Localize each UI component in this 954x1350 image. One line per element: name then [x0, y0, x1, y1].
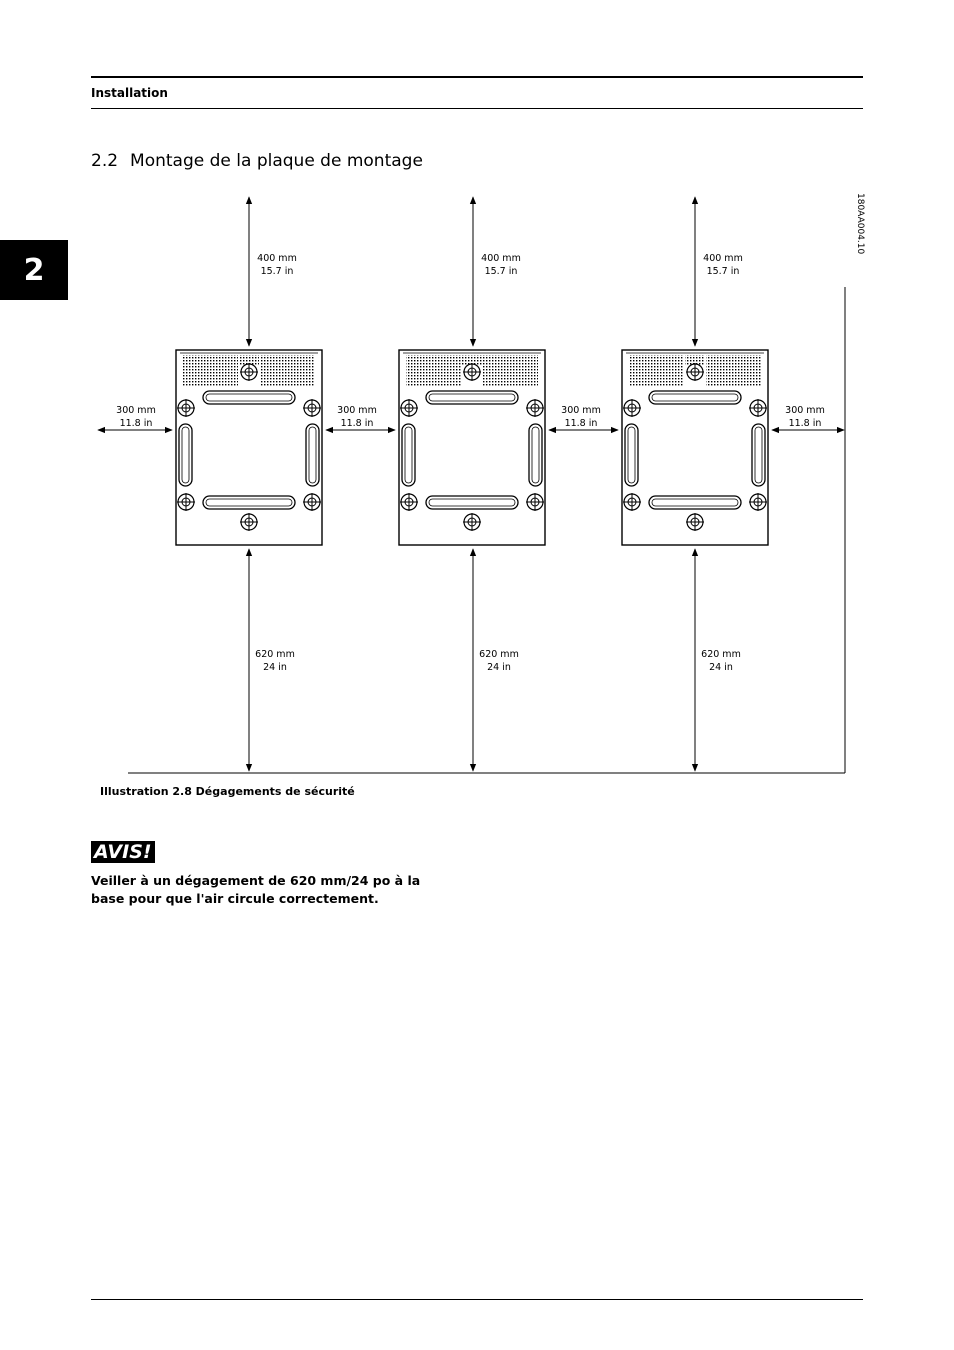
top-clearance-label-2-mm: 400 mm — [481, 253, 521, 264]
vent-grille-right — [483, 355, 538, 386]
top-clearance-label-2-in: 15.7 in — [484, 266, 518, 277]
mounting-slot — [649, 391, 741, 404]
side-clearance-label-1-in: 11.8 in — [119, 418, 153, 429]
mounting-slot — [649, 496, 741, 509]
mounting-plate-1 — [176, 350, 322, 545]
chapter-number: 2 — [23, 252, 45, 288]
top-clearance-label-3-mm: 400 mm — [703, 253, 743, 264]
mounting-slot — [179, 424, 192, 486]
header-title: Installation — [91, 86, 168, 100]
vent-grille-left — [183, 355, 238, 386]
mounting-slot — [426, 391, 518, 404]
top-clearance-label-1-mm: 400 mm — [257, 253, 297, 264]
side-clearance-label-2-mm: 300 mm — [337, 405, 377, 416]
vent-grille-right — [706, 355, 761, 386]
bottom-clearance-label-2-mm: 620 mm — [479, 649, 519, 660]
notice-text: Veiller à un dégagement de 620 mm/24 po à la base pour que l'air circule correctement. — [91, 873, 421, 906]
mounting-slot — [306, 424, 319, 486]
top-clearance-label-1-in: 15.7 in — [260, 266, 294, 277]
side-clearance-label-4-in: 11.8 in — [788, 418, 822, 429]
figure-caption: Illustration 2.8 Dégagements de sécurité — [100, 785, 355, 798]
section-number: 2.2 — [91, 151, 119, 171]
vent-grille-right — [260, 355, 315, 386]
mounting-slot — [203, 391, 295, 404]
side-clearance-label-2-in: 11.8 in — [340, 418, 374, 429]
bottom-clearance-label-1-in: 24 in — [263, 662, 287, 673]
mounting-plate-2 — [399, 350, 545, 545]
mounting-plates — [176, 350, 768, 545]
vent-grille-left — [629, 355, 684, 386]
mounting-slot — [203, 496, 295, 509]
mounting-slot — [402, 424, 415, 486]
mounting-slot — [426, 496, 518, 509]
top-clearance-label-3-in: 15.7 in — [706, 266, 740, 277]
vent-grille-left — [406, 355, 461, 386]
mounting-slot — [529, 424, 542, 486]
side-clearance-label-1-mm: 300 mm — [116, 405, 156, 416]
bottom-clearance-label-3-in: 24 in — [709, 662, 733, 673]
bottom-clearance-label-2-in: 24 in — [487, 662, 511, 673]
side-clearance-label-4-mm: 300 mm — [785, 405, 825, 416]
notice-badge: AVIS! — [91, 841, 155, 863]
mounting-slot — [752, 424, 765, 486]
mounting-slot — [625, 424, 638, 486]
section-title: Montage de la plaque de montage — [130, 151, 423, 171]
bottom-clearance-label-1-mm: 620 mm — [255, 649, 295, 660]
mounting-plate-3 — [622, 350, 768, 545]
side-clearance-label-3-mm: 300 mm — [561, 405, 601, 416]
drawing-id: 180AA004.10 — [855, 193, 865, 255]
side-clearance-label-3-in: 11.8 in — [564, 418, 598, 429]
footer-rule — [91, 1299, 863, 1300]
bottom-clearance-label-3-mm: 620 mm — [701, 649, 741, 660]
